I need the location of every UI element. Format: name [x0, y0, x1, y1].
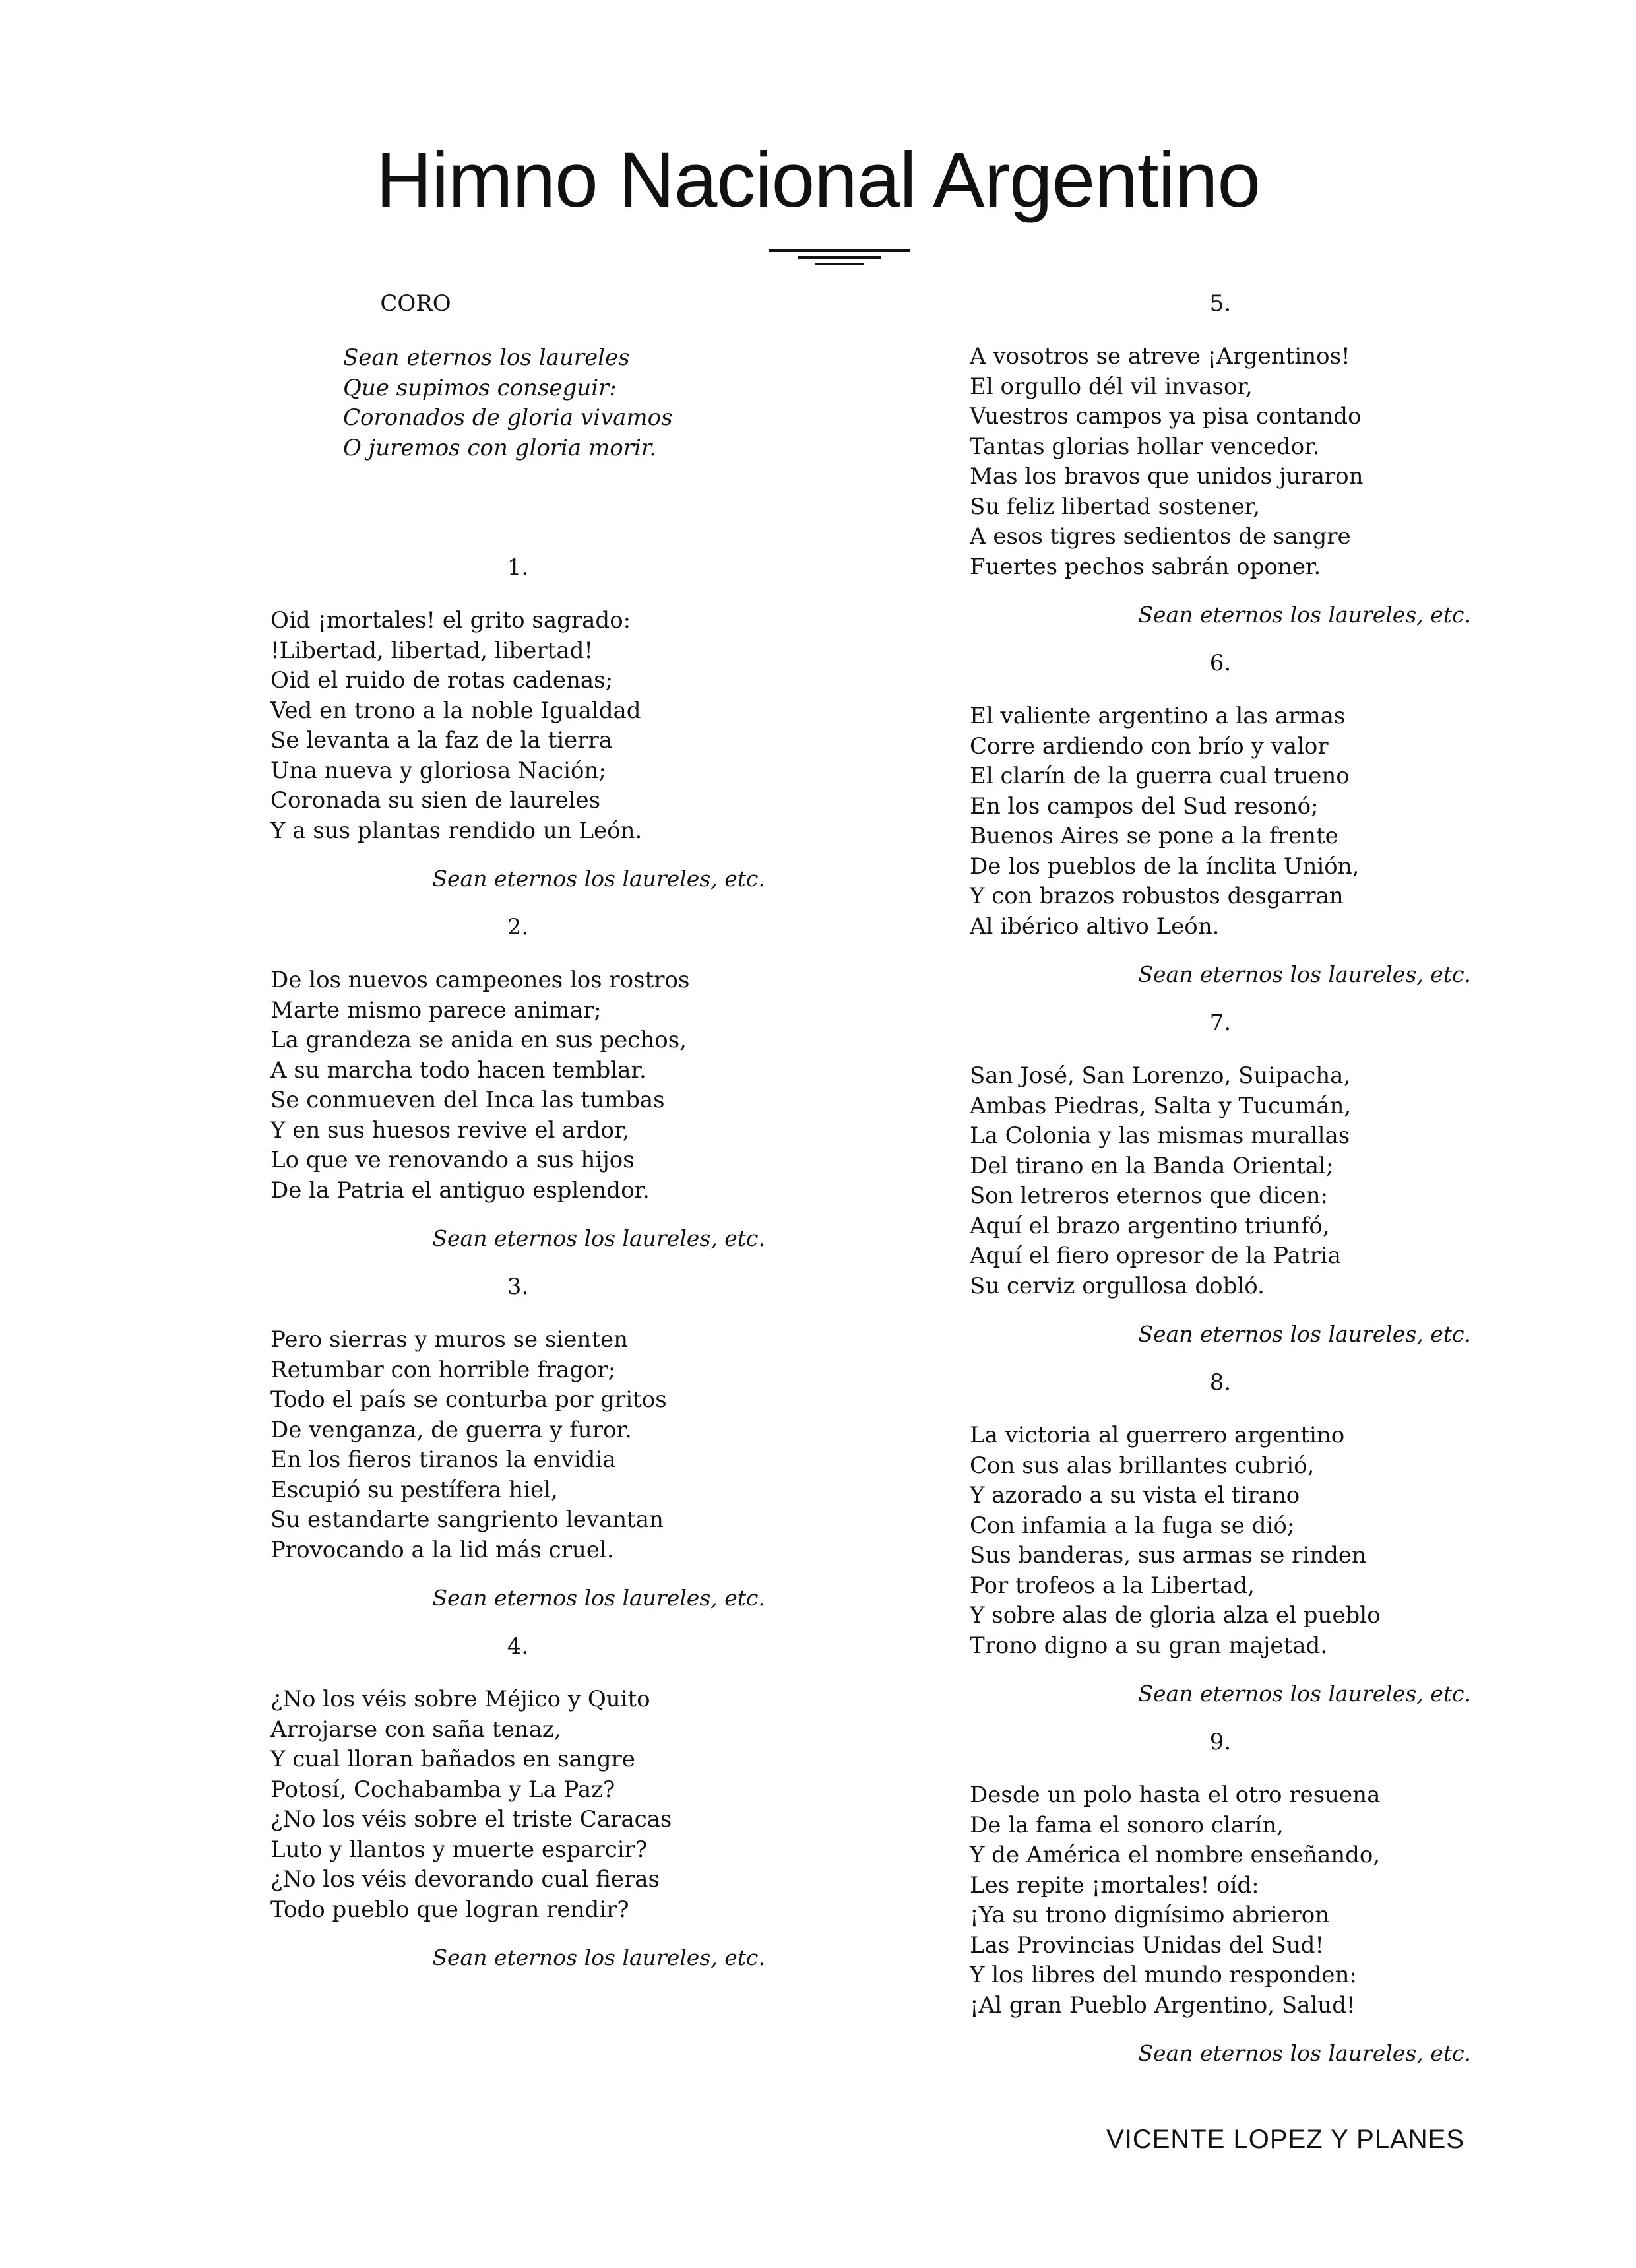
verse-line: Coronada su sien de laureles	[270, 787, 601, 814]
title-rule	[798, 256, 881, 259]
stanzas-right	[970, 290, 1471, 2066]
verse-line: San José, San Lorenzo, Suipacha,	[970, 1062, 1351, 1089]
verse-line: Pero sierras y muros se sienten	[270, 1326, 629, 1353]
verse-line: Por trofeos a la Libertad,	[970, 1572, 1255, 1599]
verse-line: El orgullo dél vil invasor,	[970, 373, 1253, 400]
stanza	[970, 1010, 1471, 1347]
verse-line: La victoria al guerrero argentino	[970, 1422, 1345, 1448]
stanza-number: 3.	[507, 1274, 529, 1300]
verse-line: Provocando a la lid más cruel.	[270, 1536, 614, 1563]
verse-line: Y en sus huesos revive el ardor,	[270, 1117, 630, 1144]
stanza-number: 7.	[1209, 1010, 1232, 1036]
stanza-number: 9.	[1209, 1729, 1232, 1755]
verse-line: Las Provincias Unidas del Sud!	[970, 1931, 1325, 1959]
stanza-number: 2.	[507, 914, 529, 940]
verse-line: La grandeza se anida en sus pechos,	[270, 1027, 687, 1053]
stanza	[270, 1633, 765, 1970]
author-signature: VICENTE LOPEZ Y PLANES	[1106, 2125, 1464, 2154]
verse-line: El valiente argentino a las armas	[970, 703, 1346, 729]
verse-line: Aquí el brazo argentino triunfó,	[970, 1212, 1330, 1239]
verse-line: Y con brazos robustos desgarran	[970, 883, 1344, 909]
left-column	[270, 290, 864, 463]
stanza	[970, 1369, 1471, 1706]
verse-line: ¿No los véis devorando cual fieras	[270, 1866, 660, 1893]
verse-line: Vuestros campos ya pisa contando	[970, 403, 1362, 430]
refrain: Sean eternos los laureles, etc.	[1138, 2040, 1471, 2066]
stanza-number: 6.	[1209, 650, 1232, 676]
verse-line: Corre ardiendo con brío y valor	[970, 732, 1329, 760]
verse-line: Al ibérico altivo León.	[970, 913, 1220, 940]
verse-line: Marte mismo parece animar;	[270, 996, 602, 1023]
verse-line: Y azorado a su vista el tirano	[970, 1482, 1300, 1508]
verse-line: Se levanta a la faz de la tierra	[270, 727, 613, 754]
stanza	[270, 914, 765, 1251]
verse-line: Escupió su pestífera hiel,	[270, 1476, 558, 1503]
verse-line: Y los libres del mundo responden:	[970, 1962, 1357, 1988]
stanza-number: 8.	[1209, 1369, 1232, 1396]
verse-line: Su feliz libertad sostener,	[970, 493, 1261, 520]
verse-line: Ambas Piedras, Salta y Tucumán,	[970, 1092, 1352, 1119]
verse-line: De los pueblos de la ínclita Unión,	[970, 853, 1360, 880]
verse-line: La Colonia y las mismas murallas	[970, 1122, 1350, 1149]
stanza	[970, 650, 1471, 987]
coro-line: O juremos con gloria morir.	[343, 434, 657, 461]
verse-line: ¡Al gran Pueblo Argentino, Salud!	[970, 1992, 1356, 2019]
verse-line: De los nuevos campeones los rostros	[270, 967, 690, 993]
verse-line: Y a sus plantas rendido un León.	[270, 817, 643, 844]
refrain: Sean eternos los laureles, etc.	[432, 1585, 765, 1611]
verse-line: Trono digno a su gran majetad.	[970, 1632, 1328, 1659]
title-rule	[815, 263, 864, 265]
verse-line: Mas los bravos que unidos juraron	[970, 463, 1364, 490]
verse-line: Lo que ve renovando a sus hijos	[270, 1147, 635, 1173]
stanza-number: 4.	[507, 1633, 529, 1660]
stanza	[270, 1274, 765, 1611]
stanza-number: 1.	[507, 554, 529, 581]
verse-line: ¿No los véis sobre Méjico y Quito	[270, 1686, 650, 1712]
refrain: Sean eternos los laureles, etc.	[432, 1945, 765, 1970]
stanza	[270, 554, 765, 891]
verse-line: Aquí el fiero opresor de la Patria	[970, 1243, 1341, 1269]
verse-line: Retumbar con horrible fragor;	[270, 1356, 616, 1383]
verse-line: De la Patria el antiguo esplendor.	[270, 1177, 650, 1204]
stanza	[970, 1729, 1471, 2066]
verse-line: Ved en trono a la noble Igualdad	[270, 697, 641, 724]
refrain: Sean eternos los laureles, etc.	[1138, 961, 1471, 987]
verse-line: Y sobre alas de gloria alza el pueblo	[970, 1602, 1381, 1629]
page-title: Himno Nacional Argentino	[375, 137, 1261, 224]
coro-line: Sean eternos los laureles	[343, 344, 630, 371]
verse-line: Todo pueblo que logran rendir?	[270, 1896, 629, 1923]
verse-line: Todo el país se conturba por gritos	[270, 1386, 667, 1413]
refrain: Sean eternos los laureles, etc.	[432, 1225, 765, 1251]
refrain: Sean eternos los laureles, etc.	[1138, 1681, 1471, 1706]
verse-line: Tantas glorias hollar vencedor.	[970, 433, 1320, 460]
verse-line: Con infamia a la fuga se dió;	[970, 1512, 1295, 1539]
refrain: Sean eternos los laureles, etc.	[432, 866, 765, 891]
coro-line: Que supimos conseguir:	[343, 374, 617, 401]
stanzas-left	[270, 554, 765, 1970]
verse-line: Una nueva y gloriosa Nación;	[270, 757, 606, 784]
verse-line: ¿No los véis sobre el triste Caracas	[270, 1806, 672, 1832]
verse-line: Arrojarse con saña tenaz,	[270, 1716, 561, 1743]
verse-line: Sus banderas, sus armas se rinden	[970, 1542, 1366, 1569]
stanza-number: 5.	[1209, 290, 1232, 317]
coro-line: Coronados de gloria vivamos	[343, 405, 673, 431]
refrain: Sean eternos los laureles, etc.	[1138, 1321, 1471, 1347]
coro-section	[270, 290, 864, 463]
verse-line: A su marcha todo hacen temblar.	[270, 1056, 646, 1084]
verse-line: !Libertad, libertad, libertad!	[270, 637, 594, 664]
verse-line: Del tirano en la Banda Oriental;	[970, 1152, 1334, 1179]
verse-line: Desde un polo hasta el otro resuena	[970, 1782, 1381, 1808]
coro-heading: CORO	[380, 290, 451, 317]
refrain: Sean eternos los laureles, etc.	[1138, 602, 1471, 628]
stanza	[970, 290, 1471, 628]
verse-line: Se conmueven del Inca las tumbas	[270, 1087, 665, 1113]
verse-line: Y cual lloran bañados en sangre	[270, 1746, 635, 1772]
verse-line: En los fieros tiranos la envidia	[270, 1446, 616, 1473]
verse-line: El clarín de la guerra cual trueno	[970, 763, 1350, 789]
verse-line: De venganza, de guerra y furor.	[270, 1416, 632, 1443]
verse-line: Buenos Aires se pone a la frente	[970, 823, 1338, 849]
verse-line: Oid ¡mortales! el grito sagrado:	[270, 607, 631, 633]
verse-line: De la fama el sonoro clarín,	[970, 1811, 1284, 1838]
verse-line: Oid el ruido de rotas cadenas;	[270, 667, 614, 694]
verse-line: Potosí, Cochabamba y La Paz?	[270, 1776, 615, 1803]
verse-line: ¡Ya su trono dignísimo abrieron	[970, 1902, 1330, 1928]
verse-line: Les repite ¡mortales! oíd:	[970, 1871, 1259, 1898]
verse-line: Son letreros eternos que dicen:	[970, 1183, 1329, 1209]
verse-line: Con sus alas brillantes cubrió,	[970, 1452, 1315, 1479]
verse-line: A vosotros se atreve ¡Argentinos!	[970, 343, 1350, 370]
title-rule	[769, 249, 910, 252]
verse-line: En los campos del Sud resonó;	[970, 793, 1319, 820]
verse-line: Luto y llantos y muerte esparcir?	[270, 1836, 648, 1863]
verse-line: Su cerviz orgullosa dobló.	[970, 1272, 1265, 1299]
verse-line: Y de América el nombre enseñando,	[970, 1842, 1381, 1868]
verse-line: A esos tigres sedientos de sangre	[970, 523, 1351, 550]
verse-line: Fuertes pechos sabrán oponer.	[970, 553, 1321, 580]
verse-line: Su estandarte sangriento levantan	[270, 1507, 664, 1533]
